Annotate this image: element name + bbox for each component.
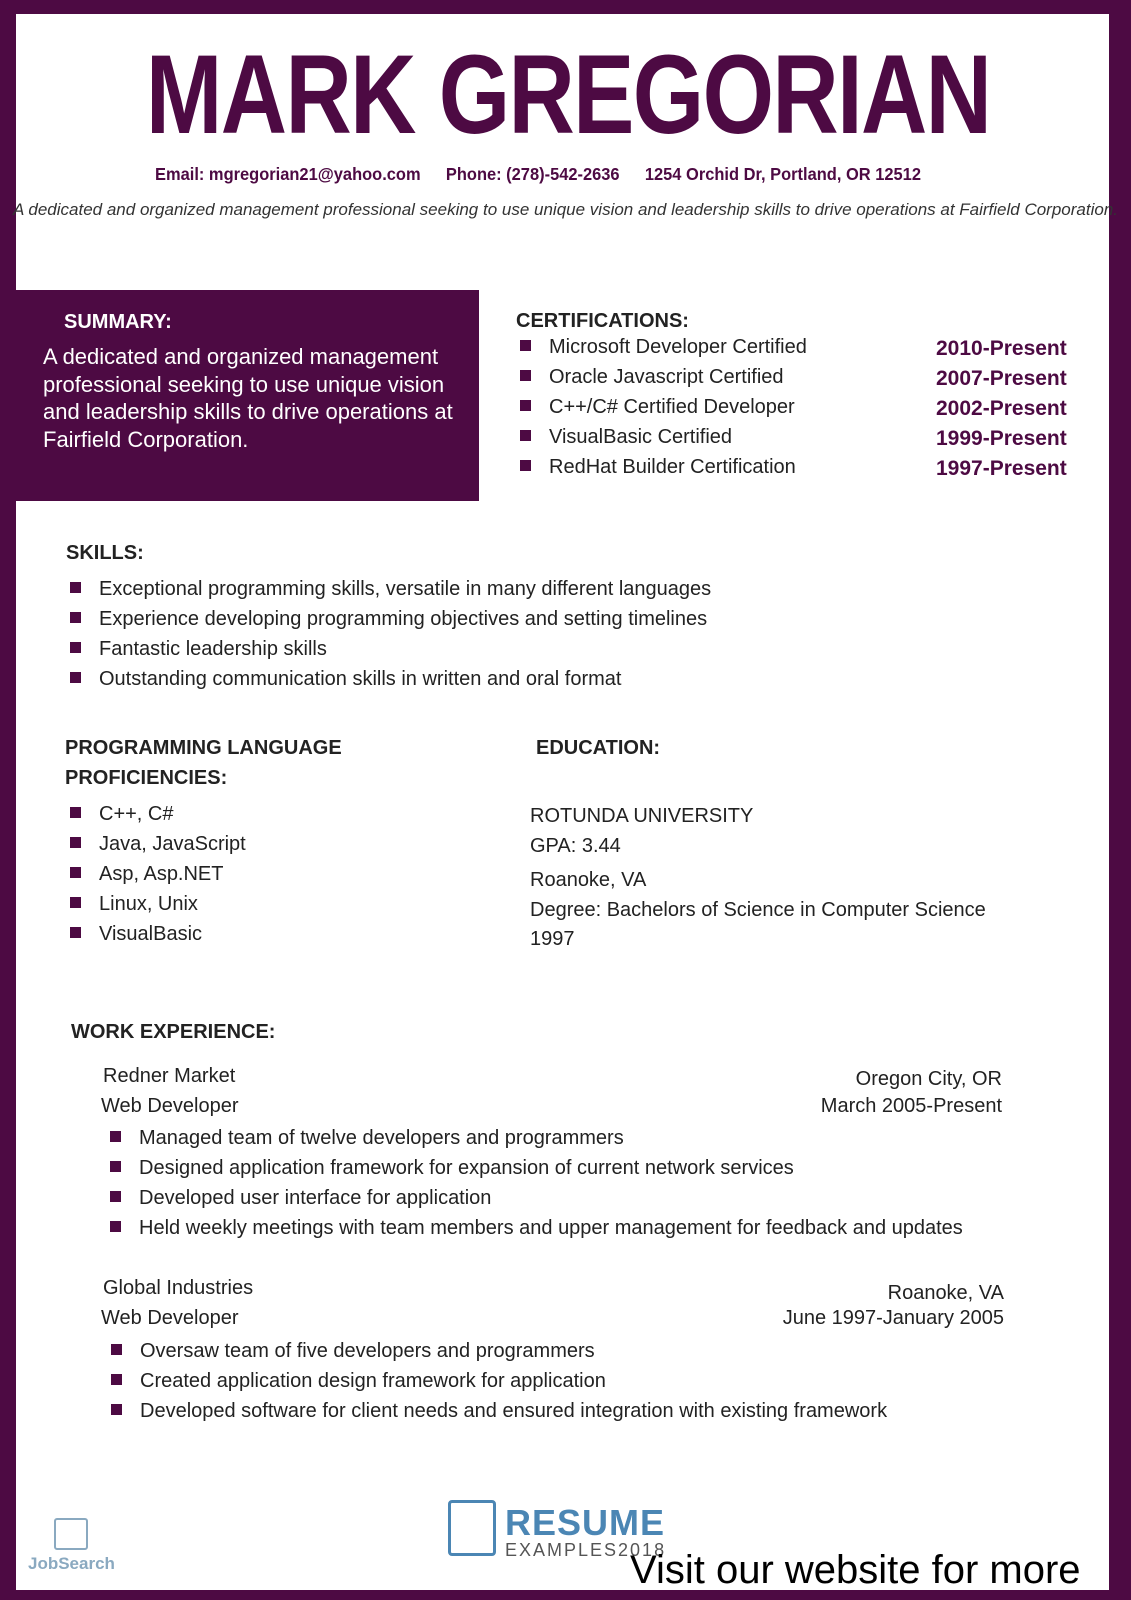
- cert-item: C++/C# Certified Developer: [520, 396, 795, 419]
- bullet-icon: [520, 460, 531, 471]
- bullet-icon: [520, 400, 531, 411]
- contact-line: [155, 164, 942, 185]
- cert-item: Microsoft Developer Certified: [520, 336, 807, 359]
- candidate-name: MARK GREGORIAN: [145, 32, 991, 157]
- job-company: Global Industries: [103, 1277, 254, 1299]
- visit-website-link[interactable]: Visit our website for more: [630, 1548, 1081, 1592]
- job-bullet: Managed team of twelve developers and programmers: [110, 1127, 624, 1150]
- job-role: Web Developer: [101, 1307, 239, 1329]
- bullet-icon: [110, 1221, 121, 1232]
- resume-logo: RESUME: [505, 1502, 666, 1543]
- job-bullet: Developed user interface for application: [110, 1187, 491, 1210]
- bullet-icon: [70, 897, 81, 908]
- education-location: Roanoke, VA: [530, 869, 647, 891]
- job-bullet: Designed application framework for expansion of current network services: [110, 1157, 794, 1180]
- programming-title-line2: PROFICIENCIES:: [65, 767, 228, 789]
- job-role: Web Developer: [101, 1095, 239, 1117]
- resume-logo-sub: EXAMPLES2018: [505, 1540, 667, 1560]
- cert-years: 2010-Present: [936, 337, 1067, 360]
- programming-title-line1: PROGRAMMING LANGUAGE: [65, 737, 342, 759]
- clipboard-icon: [448, 1500, 496, 1556]
- cert-item: VisualBasic Certified: [520, 426, 732, 449]
- job-bullet: Held weekly meetings with team members and upper management for feedback and updates: [110, 1217, 963, 1240]
- education-title: EDUCATION:: [536, 737, 661, 759]
- book-icon: [54, 1518, 88, 1550]
- cert-item: Oracle Javascript Certified: [520, 366, 784, 389]
- skill-item: Exceptional programming skills, versatile in many different languages: [70, 578, 711, 601]
- language-item: Asp, Asp.NET: [70, 863, 224, 886]
- bullet-icon: [520, 430, 531, 441]
- language-item: Linux, Unix: [70, 893, 198, 916]
- bullet-icon: [70, 642, 81, 653]
- job-bullet: Oversaw team of five developers and programmers: [111, 1340, 595, 1363]
- bullet-icon: [70, 582, 81, 593]
- cert-years: 1999-Present: [936, 427, 1067, 450]
- job-bullet: Developed software for client needs and ensured integration with existing framework: [111, 1400, 887, 1423]
- job-dates: March 2005-Present: [820, 1095, 1002, 1117]
- bullet-icon: [520, 340, 531, 351]
- bullet-icon: [70, 807, 81, 818]
- summary-title: SUMMARY:: [64, 311, 172, 333]
- cert-years: 2002-Present: [936, 397, 1067, 420]
- job-dates: June 1997-January 2005: [782, 1307, 1004, 1329]
- bullet-icon: [110, 1131, 121, 1142]
- bullet-icon: [110, 1191, 121, 1202]
- skill-item: Fantastic leadership skills: [70, 638, 327, 661]
- summary-text: A dedicated and organized management professional seeking to use unique vision and leadership skills to drive operations at Fairfield Corporation.: [43, 344, 453, 452]
- bullet-icon: [111, 1344, 122, 1355]
- tagline: A dedicated and organized management professional seeking to use unique vision and leadership skills to drive operations at Fairfield Corporation.: [12, 200, 1119, 219]
- jobsearch-logo: JobSearch: [28, 1518, 115, 1574]
- education-year: 1997: [530, 928, 575, 950]
- phone: Phone: (278)-542-2636: [445, 164, 620, 184]
- bullet-icon: [111, 1374, 122, 1385]
- bullet-icon: [70, 927, 81, 938]
- bullet-icon: [111, 1404, 122, 1415]
- skill-item: Outstanding communication skills in written and oral format: [70, 668, 621, 691]
- job-location: Oregon City, OR: [855, 1068, 1002, 1090]
- work-title: WORK EXPERIENCE:: [71, 1021, 276, 1043]
- address: 1254 Orchid Dr, Portland, OR 12512: [644, 164, 921, 184]
- job-company: Redner Market: [103, 1065, 236, 1087]
- bullet-icon: [520, 370, 531, 381]
- bullet-icon: [110, 1161, 121, 1172]
- skills-title: SKILLS:: [66, 542, 144, 564]
- education-school: ROTUNDA UNIVERSITY: [530, 805, 754, 827]
- skill-item: Experience developing programming objectives and setting timelines: [70, 608, 707, 631]
- bullet-icon: [70, 837, 81, 848]
- cert-years: 2007-Present: [936, 367, 1067, 390]
- cert-years: 1997-Present: [936, 457, 1067, 480]
- bullet-icon: [70, 867, 81, 878]
- bullet-icon: [70, 672, 81, 683]
- language-item: Java, JavaScript: [70, 833, 246, 856]
- certifications-title: CERTIFICATIONS:: [516, 310, 689, 332]
- education-gpa: GPA: 3.44: [530, 835, 621, 857]
- bullet-icon: [70, 612, 81, 623]
- language-item: C++, C#: [70, 803, 173, 826]
- email[interactable]: Email: mgregorian21@yahoo.com: [155, 164, 421, 184]
- language-item: VisualBasic: [70, 923, 202, 946]
- cert-item: RedHat Builder Certification: [520, 456, 796, 479]
- job-location: Roanoke, VA: [887, 1282, 1004, 1304]
- job-bullet: Created application design framework for application: [111, 1370, 606, 1393]
- education-degree: Degree: Bachelors of Science in Computer Science: [530, 899, 986, 921]
